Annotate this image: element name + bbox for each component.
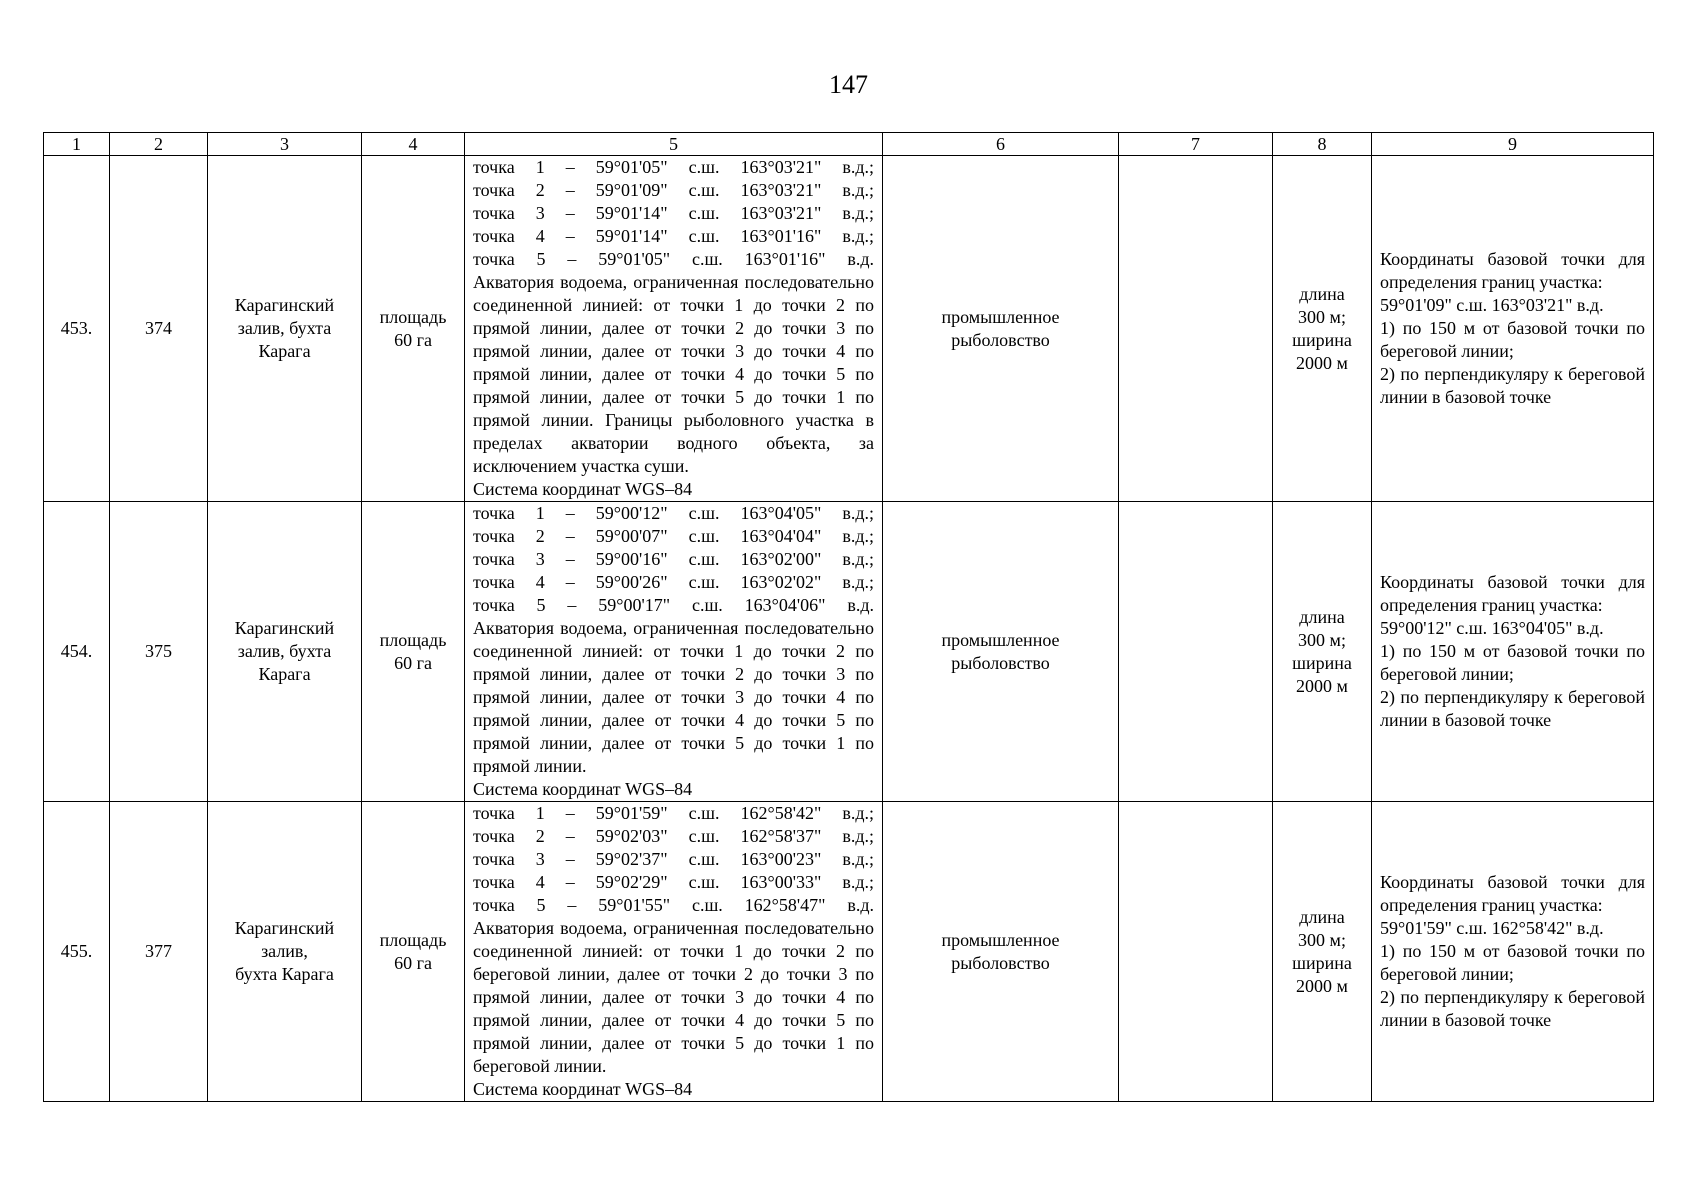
coordinate-point: точка 2 – 59°01'09" с.ш. 163°03'21" в.д.; [473,180,874,200]
column-header: 1 [44,133,110,156]
column-header: 7 [1119,133,1273,156]
coordinate-point: точка 1 – 59°01'59" с.ш. 162°58'42" в.д.; [473,803,874,823]
notes-line: 1) по 150 м от базовой точки по береговой линии; [1380,318,1645,361]
area-value: 60 га [394,329,432,350]
purpose [883,156,1119,502]
notes-line: Координаты базовой точки для определения границ участка: [1380,572,1645,615]
column-header: 4 [362,133,465,156]
base-point-coordinates: 59°01'09" с.ш. 163°03'21" в.д. [1380,295,1604,315]
column-header: 5 [465,133,883,156]
dimension-line: 2000 м [1296,352,1348,373]
coordinate-point: точка 4 – 59°01'14" с.ш. 163°01'16" в.д.; [473,226,874,246]
table-header [44,133,1654,156]
boundary-text: Акватория водоема, ограниченная последовательно соединенной линией: от точки 1 до точки 2 по прямой линии, далее от точки 2 до точки 3 по прямой линии, далее от точки 3 до точки 4 по прямой линии, далее от точки 4 до точки 5 по прямой линии, далее от точки 5 до точки 1 по прямой линии. [473,618,874,776]
coordinate-point: точка 5 – 59°00'17" с.ш. 163°04'06" в.д. [473,595,874,615]
boundary-text: Акватория водоема, ограниченная последовательно соединенной линией: от точки 1 до точки 2 по прямой линии, далее от точки 2 до точки 3 по прямой линии, далее от точки 3 до точки 4 по прямой линии, далее от точки 4 до точки 5 по прямой линии, далее от точки 5 до точки 1 по прямой линии. Границы рыболовного участка в пределах акватории водного объекта, за исключением участка суши. [473,272,874,476]
base-point-coordinates: 59°01'59" с.ш. 162°58'42" в.д. [1380,918,1604,938]
purpose [883,802,1119,1102]
column-7-cell [1119,502,1273,802]
table-body [44,156,1654,1102]
coordinate-system: Система координат WGS–84 [473,779,693,799]
area-dimensions [1273,156,1372,502]
location-line: Карагинский [234,295,335,315]
dimension-line: длина [1299,283,1345,304]
coordinate-point: точка 2 – 59°02'03" с.ш. 162°58'37" в.д.; [473,826,874,846]
purpose-line: рыболовство [951,652,1050,673]
coordinate-point: точка 5 – 59°01'05" с.ш. 163°01'16" в.д. [473,249,874,269]
table-row [44,502,1654,802]
location-line: Карагинский [234,918,335,938]
column-number-row [44,133,1654,156]
notes-line: 1) по 150 м от базовой точки по береговой линии; [1380,641,1645,684]
coordinate-point: точка 1 – 59°01'05" с.ш. 163°03'21" в.д.; [473,157,874,177]
dimension-line: 2000 м [1296,975,1348,996]
purpose-line: промышленное [941,306,1060,327]
area-size [362,802,465,1102]
column-7-cell [1119,156,1273,502]
row-number: 454. [44,502,110,802]
base-point-notes [1372,802,1654,1102]
notes-line: 2) по перпендикуляру к береговой линии в базовой точке [1380,987,1645,1030]
area-size [362,502,465,802]
location-line: Карагинский [234,618,335,638]
area-value: 60 га [394,952,432,973]
base-point-notes [1372,156,1654,502]
dimension-line: 2000 м [1296,675,1348,696]
column-header: 6 [883,133,1119,156]
dimension-line: ширина [1292,652,1352,673]
area-label: площадь [379,306,447,327]
dimension-line: длина [1299,906,1345,927]
coordinate-system: Система координат WGS–84 [473,479,693,499]
purpose [883,502,1119,802]
coordinate-point: точка 3 – 59°00'16" с.ш. 163°02'00" в.д.; [473,549,874,569]
purpose-line: рыболовство [951,329,1050,350]
boundary-text: Акватория водоема, ограниченная последовательно соединенной линией: от точки 1 до точки 2 по береговой линии, далее от точки 2 до точки 3 по прямой линии, далее от точки 3 до точки 4 по прямой линии, далее от точки 4 до точки 5 по прямой линии, далее от точки 5 до точки 1 по береговой линии. [473,918,874,1076]
boundary-description [465,156,883,502]
notes-line: Координаты базовой точки для определения границ участка: [1380,872,1645,915]
location [208,156,362,502]
notes-line: 2) по перпендикуляру к береговой линии в базовой точке [1380,364,1645,407]
area-size [362,156,465,502]
area-code: 375 [110,502,208,802]
purpose-line: промышленное [941,629,1060,650]
area-dimensions [1273,502,1372,802]
notes-line: 2) по перпендикуляру к береговой линии в базовой точке [1380,687,1645,730]
notes-line: Координаты базовой точки для определения границ участка: [1380,249,1645,292]
area-dimensions [1273,802,1372,1102]
location [208,502,362,802]
base-point-coordinates: 59°00'12" с.ш. 163°04'05" в.д. [1380,618,1604,638]
location [208,802,362,1102]
boundary-description [465,502,883,802]
coordinate-point: точка 2 – 59°00'07" с.ш. 163°04'04" в.д.; [473,526,874,546]
coordinate-point: точка 3 – 59°02'37" с.ш. 163°00'23" в.д.; [473,849,874,869]
base-point-notes [1372,502,1654,802]
location-line: Карага [258,341,311,361]
coordinate-point: точка 5 – 59°01'55" с.ш. 162°58'47" в.д. [473,895,874,915]
dimension-line: 300 м; [1298,629,1346,650]
column-header: 8 [1273,133,1372,156]
area-label: площадь [379,929,447,950]
fishing-areas-table [43,132,1654,1102]
location-line: залив, бухта [237,641,332,661]
dimension-line: ширина [1292,329,1352,350]
location-line: залив, бухта [237,318,332,338]
location-line: Карага [258,664,311,684]
dimension-line: 300 м; [1298,306,1346,327]
page-number: 147 [829,70,868,99]
purpose-line: промышленное [941,929,1060,950]
coordinate-point: точка 4 – 59°00'26" с.ш. 163°02'02" в.д.; [473,572,874,592]
table-row [44,156,1654,502]
row-number: 455. [44,802,110,1102]
location-line: залив, [261,941,308,961]
area-label: площадь [379,629,447,650]
dimension-line: 300 м; [1298,929,1346,950]
column-header: 9 [1372,133,1654,156]
dimension-line: ширина [1292,952,1352,973]
area-value: 60 га [394,652,432,673]
table-row [44,802,1654,1102]
purpose-line: рыболовство [951,952,1050,973]
dimension-line: длина [1299,606,1345,627]
area-code: 374 [110,156,208,502]
row-number: 453. [44,156,110,502]
column-header: 2 [110,133,208,156]
coordinate-point: точка 1 – 59°00'12" с.ш. 163°04'05" в.д.; [473,503,874,523]
column-7-cell [1119,802,1273,1102]
coordinate-point: точка 3 – 59°01'14" с.ш. 163°03'21" в.д.; [473,203,874,223]
boundary-description [465,802,883,1102]
location-line: бухта Карага [235,964,334,984]
column-header: 3 [208,133,362,156]
notes-line: 1) по 150 м от базовой точки по береговой линии; [1380,941,1645,984]
area-code: 377 [110,802,208,1102]
coordinate-point: точка 4 – 59°02'29" с.ш. 163°00'33" в.д.; [473,872,874,892]
coordinate-system: Система координат WGS–84 [473,1079,693,1099]
